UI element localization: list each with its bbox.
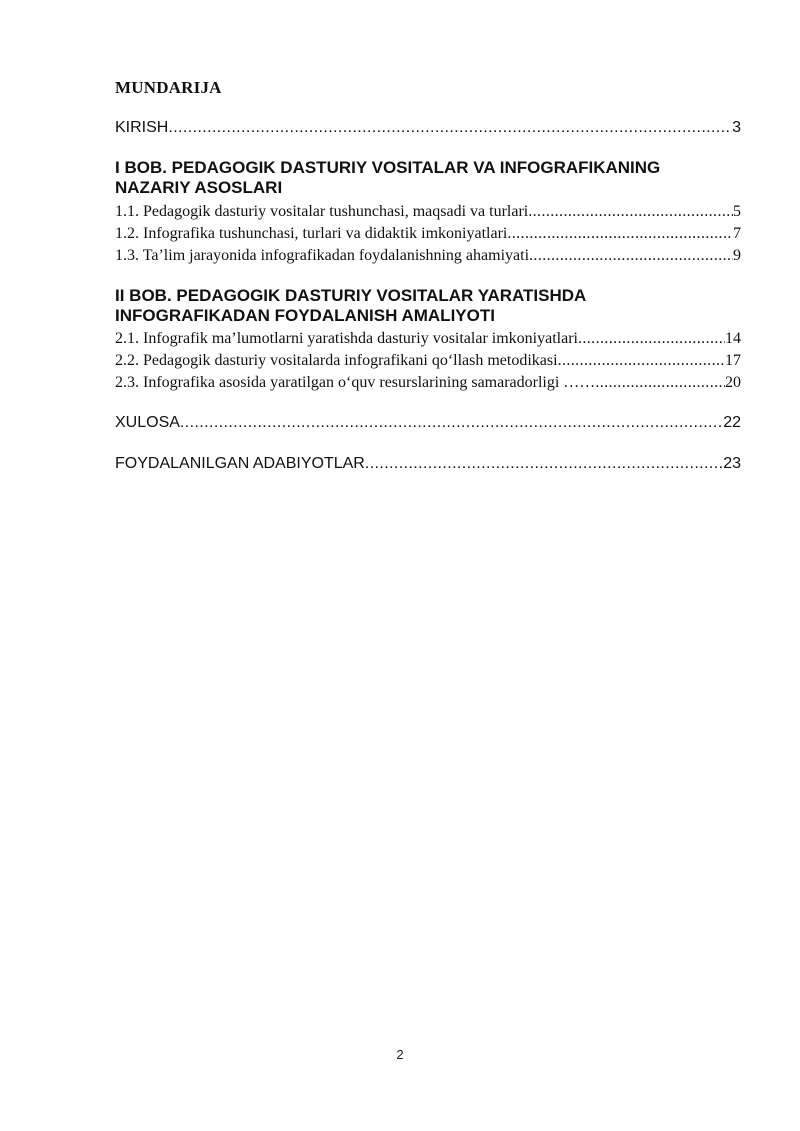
- toc-entry-kirish[interactable]: [115, 118, 741, 138]
- page-number: 2: [396, 1047, 404, 1062]
- dot-leader: [365, 454, 723, 474]
- toc-entry-page: 5: [733, 203, 741, 220]
- chapter-1-heading-line2: NAZARIY ASOSLARI: [115, 178, 283, 197]
- toc-entry-1-3[interactable]: [115, 246, 741, 266]
- toc-entry-label: XULOSA: [115, 414, 180, 431]
- dot-leader: [507, 224, 733, 244]
- toc-title: MUNDARIJA: [115, 78, 222, 97]
- dot-leader: [180, 413, 723, 433]
- toc-entry-page: 14: [725, 330, 741, 347]
- toc-entry-2-2[interactable]: [115, 351, 741, 371]
- chapter-1-heading-line1: I BOB. PEDAGOGIK DASTURIY VOSITALAR VA INFOGRAFIKANING: [115, 158, 661, 177]
- dot-leader: [528, 202, 733, 222]
- toc-entry-page: 23: [723, 455, 741, 472]
- toc-entry-label: 1.3. Ta’lim jarayonida infografikadan foydalanishning ahamiyati: [115, 247, 530, 264]
- toc-entry-label: 2.3. Infografika asosida yaratilgan o‘quv resurslarining samaradorligi ……: [115, 374, 596, 391]
- toc-entry-1-2[interactable]: [115, 224, 741, 244]
- toc-entry-page: 3: [732, 119, 741, 136]
- toc-entry-page: 22: [723, 414, 741, 431]
- toc-entry-label: 1.1. Pedagogik dasturiy vositalar tushunchasi, maqsadi va turlari: [115, 203, 529, 220]
- chapter-1-heading: [115, 158, 741, 198]
- toc-entry-label: FOYDALANILGAN ADABIYOTLAR: [115, 455, 365, 472]
- toc-entry-2-3[interactable]: [115, 373, 741, 393]
- toc-entry-page: 17: [725, 352, 741, 369]
- dot-leader: [595, 373, 725, 393]
- toc-entry-1-1[interactable]: [115, 202, 741, 222]
- toc-entry-adabiyotlar[interactable]: [115, 454, 741, 474]
- toc-entry-label: 2.2. Pedagogik dasturiy vositalarda infografikani qo‘llash metodikasi: [115, 352, 558, 369]
- toc-entry-label: 2.1. Infografik ma’lumotlarni yaratishda dasturiy vositalar imkoniyatlari: [115, 330, 578, 347]
- dot-leader: [578, 329, 725, 349]
- dot-leader: [558, 351, 725, 371]
- toc-entry-2-1[interactable]: [115, 329, 741, 349]
- chapter-2-heading-line1: II BOB. PEDAGOGIK DASTURIY VOSITALAR YARATISHDA: [115, 286, 587, 305]
- toc-entry-page: 20: [725, 374, 741, 391]
- chapter-2-heading: [115, 286, 741, 326]
- toc-entry-page: 9: [733, 247, 741, 264]
- toc-entry-label: 1.2. Infografika tushunchasi, turlari va didaktik imkoniyatlari: [115, 225, 508, 242]
- toc-entry-xulosa[interactable]: [115, 413, 741, 433]
- toc-entry-page: 7: [733, 225, 741, 242]
- toc-entry-label: KIRISH: [115, 119, 169, 136]
- dot-leader: [168, 118, 732, 138]
- dot-leader: [529, 246, 733, 266]
- chapter-2-heading-line2: INFOGRAFIKADAN FOYDALANISH AMALIYOTI: [115, 306, 495, 325]
